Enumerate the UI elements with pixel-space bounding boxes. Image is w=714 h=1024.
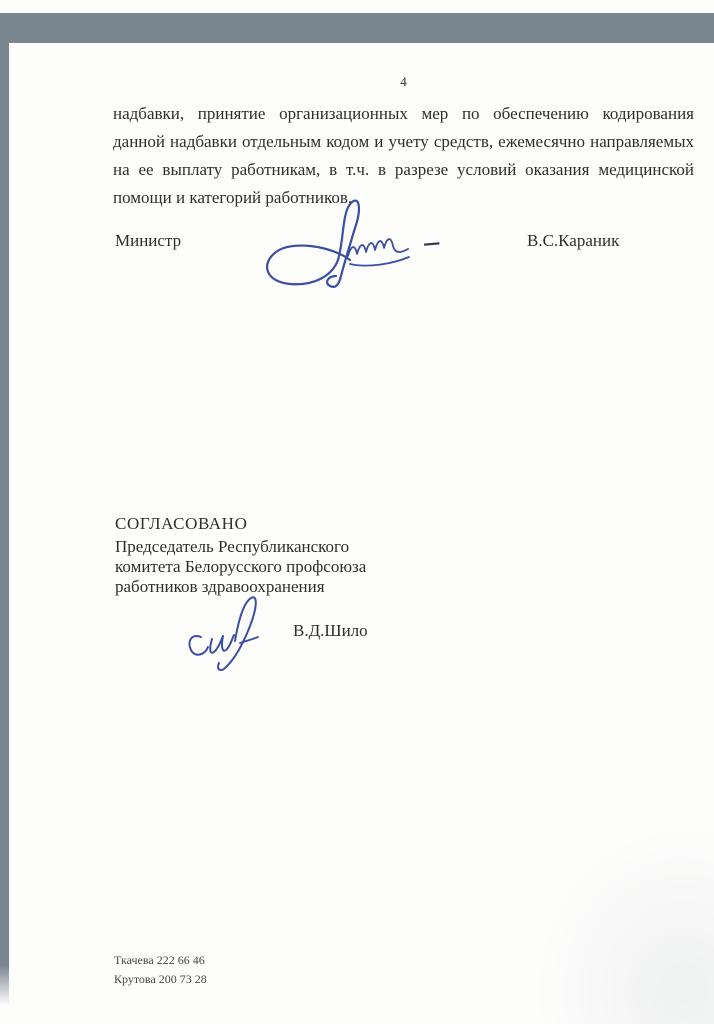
minister-signature: [252, 196, 414, 296]
signature-dash: –: [422, 224, 441, 259]
footer-contact-line: Крутова 200 73 28: [114, 972, 207, 986]
scan-edge-left-bar: [0, 13, 9, 1005]
paragraph-line: помощи и категорий работников.: [113, 188, 353, 207]
chairman-name: В.Д.Шило: [293, 621, 368, 640]
minister-name: В.С.Караник: [527, 231, 620, 250]
paragraph-line: данной надбавки отдельным кодом и учету средств, ежемесячно направляемых: [113, 132, 694, 151]
footer-contacts: [114, 951, 207, 989]
scan-smudge: [514, 804, 714, 1024]
chairman-signature: [183, 595, 265, 675]
approval-line: Председатель Республиканского: [115, 537, 350, 556]
footer-contact-line: Ткачева 222 66 46: [114, 953, 205, 967]
approval-line: комитета Белорусского профсоюза: [115, 557, 367, 576]
approval-block: [115, 514, 366, 597]
scan-edge-top-bar: [0, 13, 714, 43]
paragraph-line: надбавки, принятие организационных мер по обеспечению кодирования: [113, 104, 694, 123]
approval-line: работников здравоохранения: [115, 577, 325, 596]
minister-title: Министр: [115, 231, 182, 250]
approval-heading: СОГЛАСОВАНО: [115, 514, 248, 533]
page-number: 4: [400, 74, 407, 89]
paragraph-line: на ее выплату работникам, в т.ч. в разрезе условий оказания медицинской: [113, 160, 694, 179]
